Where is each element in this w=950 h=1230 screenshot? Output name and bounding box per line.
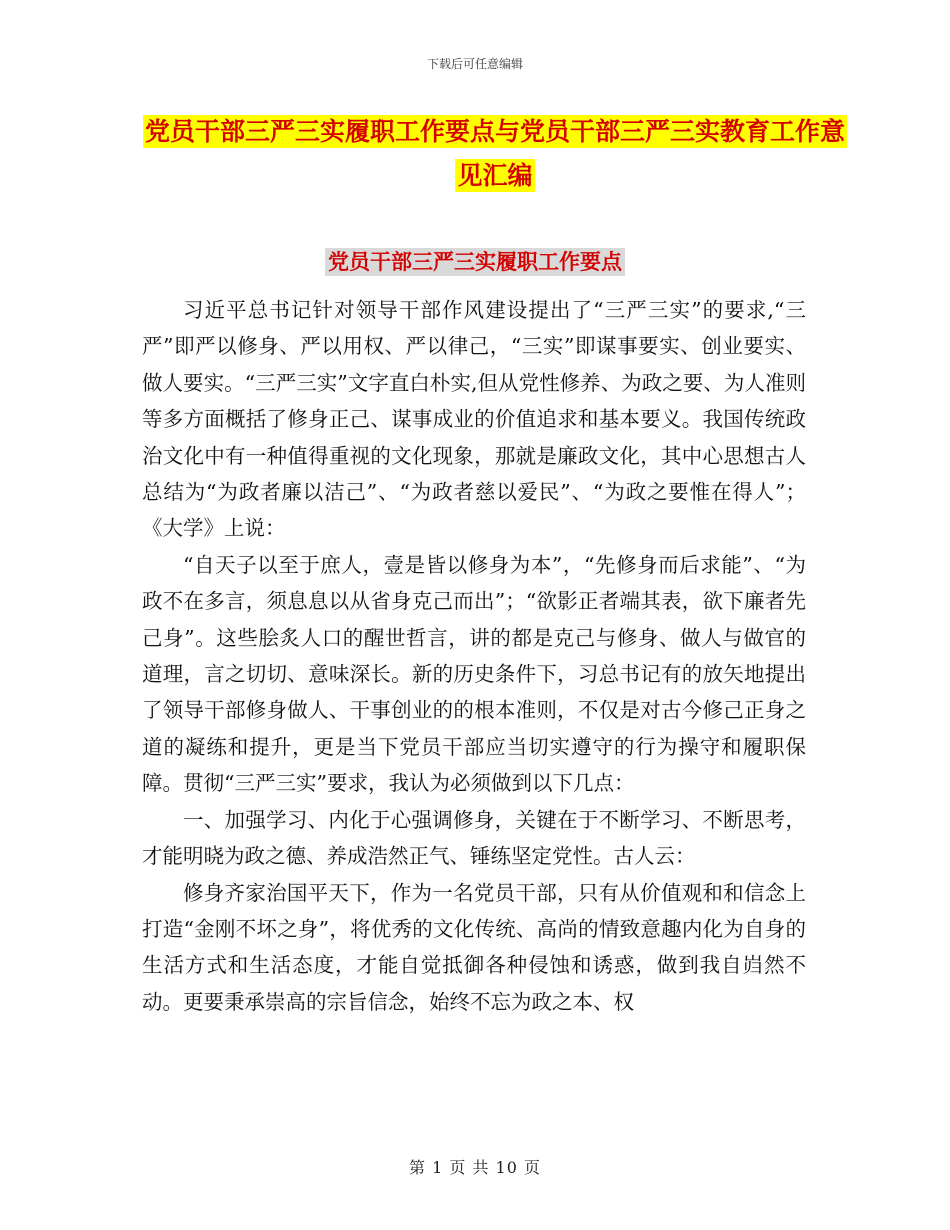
page-footer: 第 1 页 共 10 页 xyxy=(409,1158,541,1177)
paragraph: “自天子以至于庶人，壹是皆以修身为本”，“先修身而后求能”、“为政不在多言，须息息以从省身克己而出”；“欲影正者端其表，欲下廉者先己身”。这些脍炙人口的醒世哲言，讲的都是克己与修身、做人与做官的道理，言之切切、意味深长。新的历史条件下，习总书记有的放矢地提出了领导干部修身做人、干事创业的的根本准则，不仅是对古今修己正身之道的凝练和提升，更是当下党员干部应当切实遵守的行为操守和履职保障。贯彻“三严三实”要求，我认为必须做到以下几点： xyxy=(142,552,806,796)
paragraph: 修身齐家治国平天下，作为一名党员干部，只有从价值观和和信念上打造“金刚不坏之身”，将优秀的文化传统、高尚的情致意趣内化为自身的生活方式和生活态度，才能自觉抵御各种侵蚀和诱惑，做到我自岿然不动。更要秉承崇高的宗旨信念，始终不忘为政之本、权 xyxy=(142,880,806,1014)
section-heading xyxy=(0,245,950,279)
paragraph: 习近平总书记针对领导干部作风建设提出了“三严三实”的要求,“三严”即严以修身、严以用权、严以律己，“三实”即谋事要实、创业要实、做人要实。“三严三实”文字直白朴实,但从党性修养、为政之要、为人准则等多方面概括了修身正己、谋事成业的价值追求和基本要义。我国传统政治文化中有一种值得重视的文化现象，那就是廉政文化，其中心思想古人总结为“为政者廉以洁己”、“为政者慈以爱民”、“为政之要惟在得人”；《大学》上说： xyxy=(142,298,806,541)
document-title xyxy=(140,110,850,198)
paragraph: 一、加强学习、内化于心强调修身，关键在于不断学习、不断思考，才能明晓为政之德、养成浩然正气、锤练坚定党性。古人云： xyxy=(142,807,806,869)
body-text xyxy=(142,292,806,1020)
section-heading-text: 党员干部三严三实履职工作要点 xyxy=(325,248,625,276)
document-title-text: 党员干部三严三实履职工作要点与党员干部三严三实教育工作意见汇编 xyxy=(144,117,845,190)
header-note: 下载后可任意编辑 xyxy=(426,57,523,71)
